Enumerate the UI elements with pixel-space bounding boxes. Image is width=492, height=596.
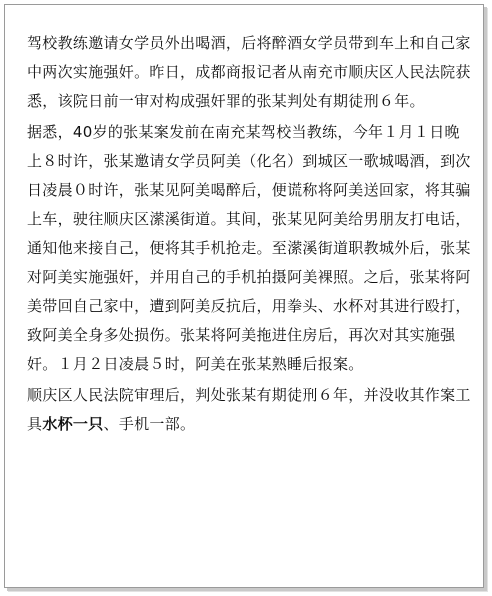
article-frame <box>4 4 484 588</box>
paragraph-3-text-after: 、手机一部。 <box>103 415 196 433</box>
paragraph-3-bold-text: 水杯一只 <box>42 415 104 433</box>
article-paragraph-2: 据悉，40岁的张某案发前在南充某驾校当教练，今年１月１日晚上８时许，张某邀请女学员阿美（化名）到城区一歌城喝酒，到次日凌晨０时许，张某见阿美喝醉后，便谎称将阿美送回家，将其骗上车，驶往顺庆区潆溪街道。其间，张某见阿美给男朋友打电话，通知他来接自己，便将其手机抢走。至潆溪街道职教城外后，张某对阿美实施强奸，并用自己的手机拍摄阿美裸照。之后，张某将阿美带回自己家中，遭到阿美反抗后，用拳头、水杯对其进行殴打，致阿美全身多处损伤。张某将阿美拖进住房后，再次对其实施强奸。１月２日凌晨５时，阿美在张某熟睡后报案。 <box>27 123 471 373</box>
article-paragraph-1: 驾校教练邀请女学员外出喝酒，后将醉酒女学员带到车上和自己家中两次实施强奸。昨日，成都商报记者从南充市顺庆区人民法院获悉，该院日前一审对构成强奸罪的张某判处有期徒刑６年。 <box>27 34 471 110</box>
article-body <box>27 29 471 441</box>
paragraph-3-text-before: 顺庆区人民法院审理后，判处张某有期徒刑６年，并没收其作案工具 <box>27 386 471 433</box>
article-paragraph-3 <box>27 381 471 439</box>
